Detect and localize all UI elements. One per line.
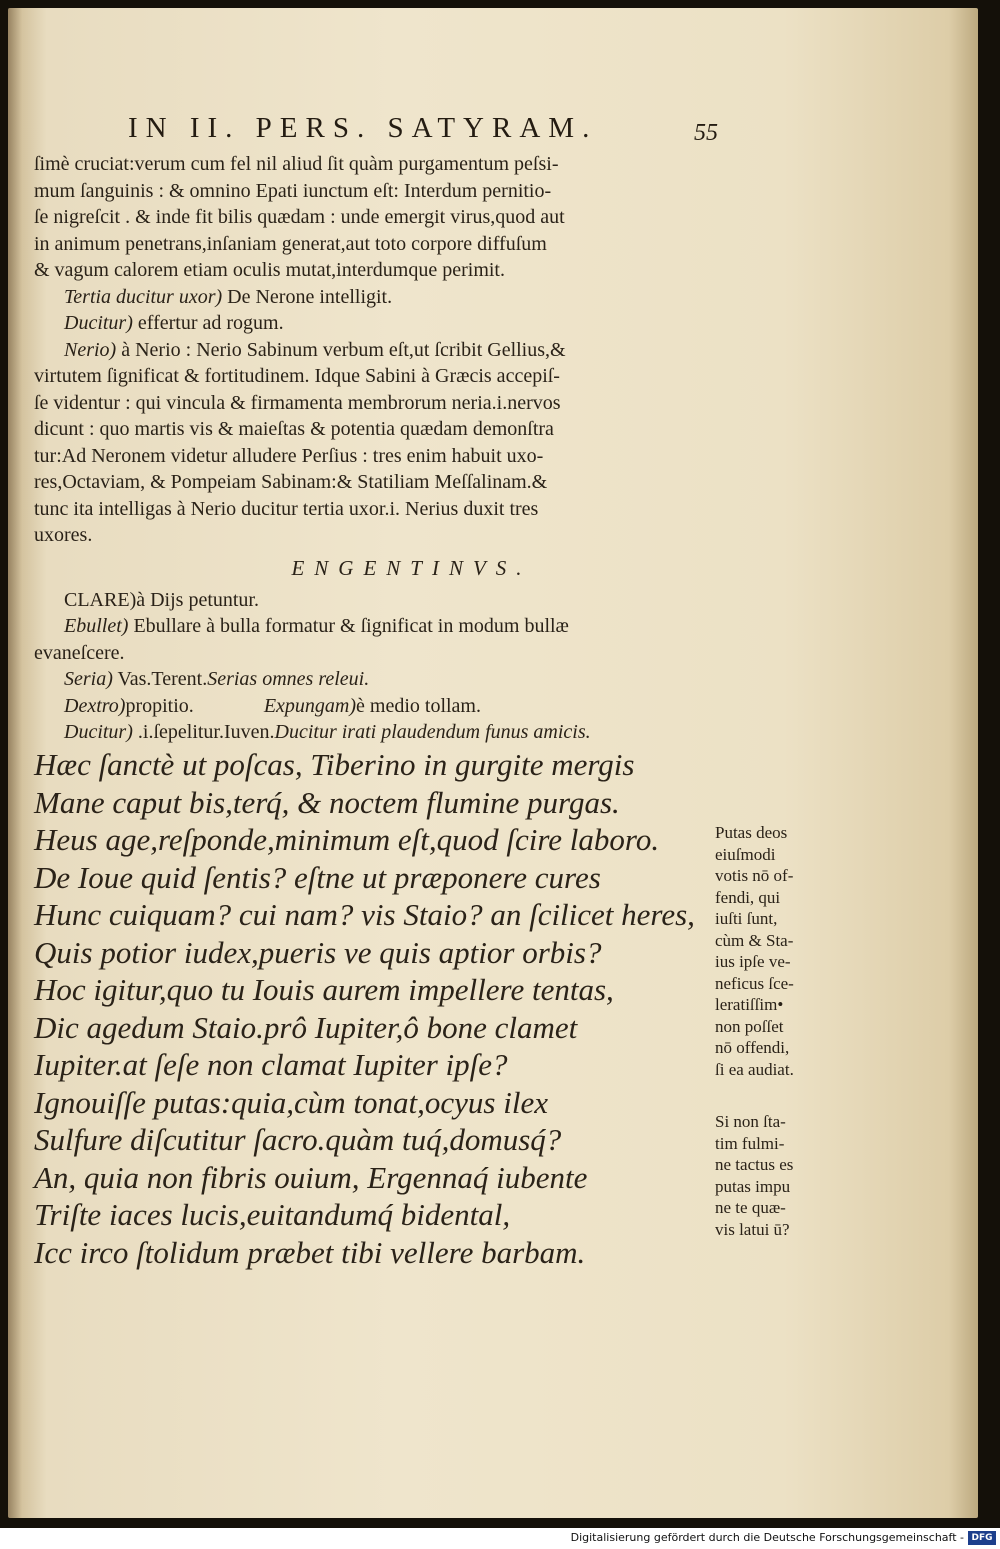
gloss: effertur ad rogum.	[132, 312, 284, 334]
commentary-line: evaneſcere.	[34, 641, 125, 664]
gloss: è medio tollam.	[356, 694, 481, 717]
verse-line: Icc irco ſtolidum præbet tibi vellere barbam.	[34, 1234, 586, 1270]
commentary-line: res,Octaviam, & Pompeiam Sabinam:& Statiliam Meſſalinam.&	[34, 471, 548, 493]
verse-line: Triſte iaces lucis,euitandumq́ bidental,	[34, 1197, 511, 1232]
lemma: Ebullet)	[64, 615, 129, 637]
commentary-line: uxores.	[34, 524, 93, 546]
verse-line: Dic agedum Staio.prô Iupiter,ô bone clamet	[34, 1009, 578, 1045]
marginal-line: neficus ſce-	[715, 973, 794, 993]
commentary-line: ſimè cruciat:verum cum fel nil aliud ſit quàm purgamentum peſsi-	[34, 153, 559, 175]
verse-line: Hunc cuiquam? cui nam? vis Staio? an ſcilicet heres,	[34, 897, 695, 932]
commentary-line: tunc ita intelligas à Nerio ducitur tertia uxor.i. Nerius duxit tres	[34, 497, 539, 520]
lemma: Tertia ducitur uxor)	[64, 285, 223, 308]
commentary-line: dicunt : quo martis vis & maieſtas & potentia quædam demonſtra	[34, 418, 554, 440]
lemma: Ducitur)	[64, 721, 133, 743]
section-heading: ENGENTINVS.	[291, 555, 532, 580]
gloss: Ebullare à bulla formatur & ſignificat in modum bullæ	[128, 615, 569, 637]
quotation: Serias omnes releui.	[207, 668, 370, 690]
gloss: propitio.	[125, 694, 194, 717]
marginal-line: iuſti ſunt,	[715, 909, 778, 928]
marginal-line: non poſſet	[715, 1016, 784, 1036]
verse-line: Quis potior iudex,pueris ve quis aptior orbis?	[34, 934, 602, 970]
note-seria	[34, 666, 729, 693]
verse-line: Iupiter.at ſeſe non clamat Iupiter ipſe?	[34, 1047, 508, 1082]
marginal-line: eiuſmodi	[715, 844, 776, 864]
marginal-line: Si non ſta-	[715, 1112, 786, 1131]
marginal-line: vis latui ū?	[715, 1219, 790, 1239]
verse-line: Hoc igitur,quo tu Iouis aurem impellere tentas,	[34, 972, 614, 1007]
marginal-line: votis nō of-	[715, 866, 794, 885]
running-head: IN II. PERS. SATYRAM.	[128, 112, 598, 144]
footer-bar	[0, 1528, 1000, 1549]
marginal-line: tim fulmi-	[715, 1133, 785, 1153]
lemma: Seria)	[64, 668, 113, 690]
marginal-line: fendi, qui	[715, 887, 781, 907]
gloss: Vas.Terent.	[112, 668, 208, 690]
gloss: .i.ſepelitur.Iuven.	[132, 721, 275, 743]
quotation: Ducitur irati plaudendum funus amicis.	[274, 721, 591, 743]
note-tertia	[34, 284, 729, 311]
verse-line: Ignouiſſe putas:quia,cùm tonat,ocyus ilex	[34, 1084, 548, 1120]
marginal-note-2	[715, 1111, 825, 1240]
verse-line: Heus age,reſponde,minimum eſt,quod ſcire laboro.	[34, 822, 660, 857]
lemma: Expungam)	[263, 694, 357, 717]
verse-line: Hæc ſanctè ut poſcas, Tiberino in gurgite mergis	[34, 747, 635, 782]
lemma: Ducitur)	[64, 312, 133, 334]
gloss: )à Dijs petuntur.	[129, 588, 259, 611]
note-dextro	[34, 693, 729, 720]
page-number: 55	[694, 120, 718, 146]
commentary-line: mum ſanguinis : & omnino Epati iunctum eſt: Interdum pernitio-	[34, 179, 552, 202]
marginal-line: Putas deos	[715, 823, 788, 842]
commentary-line: in animum penetrans,inſaniam generat,aut toto corpore diffuſum	[34, 232, 547, 255]
lemma: CLARE	[64, 588, 130, 611]
verse-line: Sulfure diſcutitur ſacro.quàm tuq́,domusq́?	[34, 1122, 562, 1157]
marginal-line: ne tactus es	[715, 1155, 794, 1174]
note-ducitur-2	[34, 719, 729, 746]
marginal-line: nō offendi,	[715, 1038, 790, 1057]
commentary-line: virtutem ſignificat & fortitudinem. Idque Sabini à Græcis accepiſ-	[34, 365, 560, 387]
marginal-line: leratiſſim•	[715, 995, 784, 1014]
verse-line: An, quia non fibris ouium, Ergennaq́ iubente	[34, 1159, 588, 1195]
commentary-line: & vagum calorem etiam oculis mutat,interdumque perimit.	[34, 259, 505, 281]
verse-block	[34, 746, 694, 1271]
dfg-logo-icon: DFG	[968, 1531, 996, 1545]
verse-line: De Ioue quid ſentis? eſtne ut præponere cures	[34, 859, 601, 895]
note-clare	[34, 587, 729, 614]
marginal-line: ius ipſe ve-	[715, 952, 791, 971]
note-ducitur	[34, 310, 729, 337]
commentary-block	[34, 151, 729, 746]
gloss: De Nerone intelligit.	[222, 285, 393, 308]
book-page	[8, 8, 978, 1518]
lemma: Dextro)	[64, 694, 126, 717]
verse-line: Mane caput bis,terq́, & noctem flumine purgas.	[34, 784, 620, 820]
commentary-line: ſe nigreſcit . & inde fit bilis quædam : unde emergit virus,quod aut	[34, 206, 565, 228]
marginal-line: putas impu	[715, 1176, 791, 1196]
note-ebullet	[34, 613, 729, 640]
marginal-note-1	[715, 822, 825, 1080]
marginal-line: ſi ea audiat.	[715, 1059, 794, 1079]
note-nerio	[34, 337, 729, 364]
gloss: à Nerio : Nerio Sabinum verbum eſt,ut ſcribit Gellius,&	[116, 338, 566, 361]
funding-credit: Digitalisierung gefördert durch die Deutsche Forschungsgemeinschaft -	[570, 1531, 964, 1544]
commentary-line: ſe videntur : qui vincula & firmamenta membrorum neria.i.nervos	[34, 391, 561, 414]
lemma: Nerio)	[64, 338, 117, 361]
marginal-line: ne te quæ-	[715, 1198, 786, 1217]
commentary-line: tur:Ad Neronem videtur alludere Perſius : tres enim habuit uxo-	[34, 444, 544, 467]
marginal-line: cùm & Sta-	[715, 930, 794, 950]
